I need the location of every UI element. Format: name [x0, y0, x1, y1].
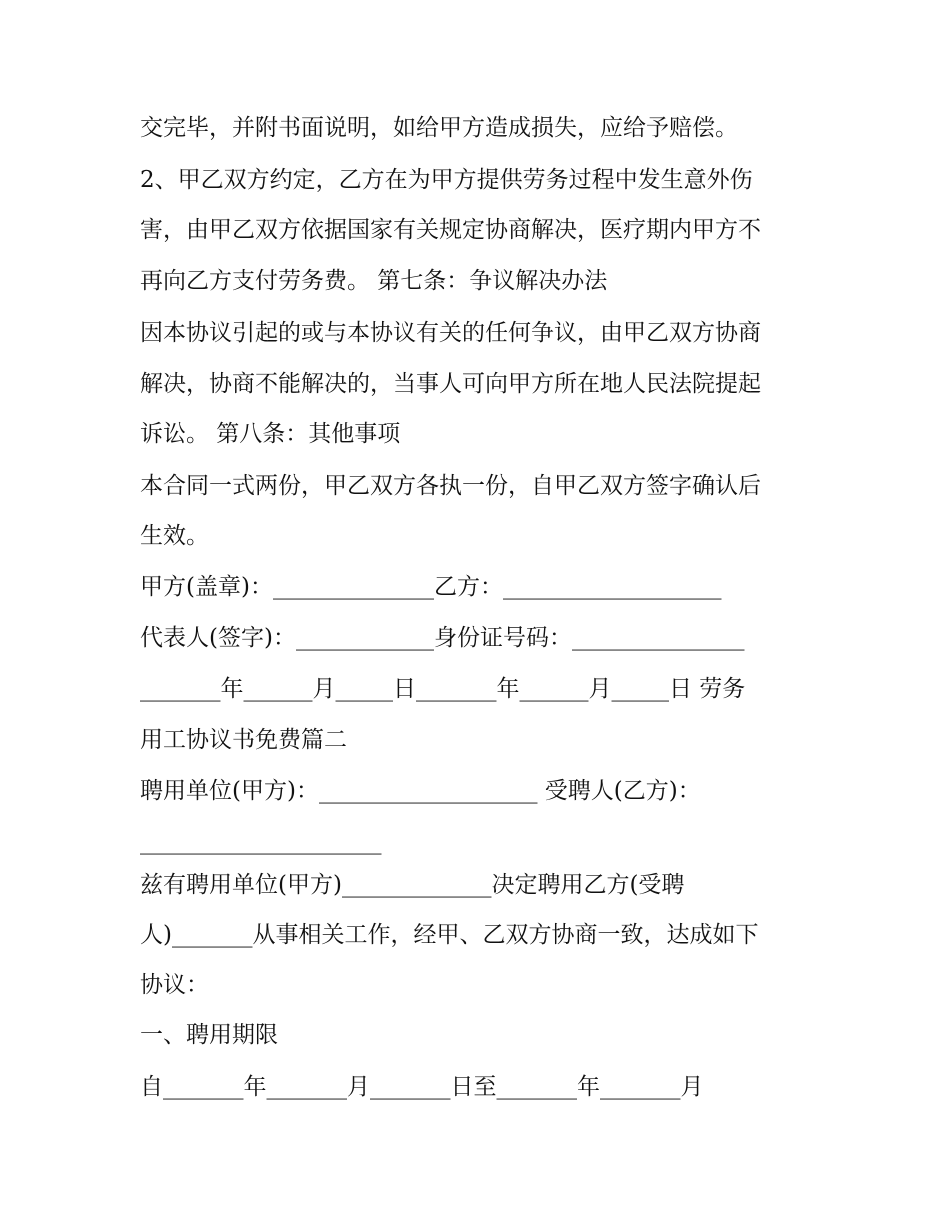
- text-line: 兹有聘用单位(甲方)_____________决定聘用乙方(受聘: [140, 872, 685, 898]
- text-line: 因本协议引起的或与本协议有关的任何争议，由甲乙双方协商: [140, 320, 761, 346]
- employee-blank-line: _____________________: [140, 829, 382, 855]
- text-line: 再向乙方支付劳务费。 第七条：争议解决办法: [140, 268, 608, 294]
- text-line: 生效。: [140, 523, 209, 549]
- signature-line-party-a-b: 甲方(盖章)：______________乙方：___________________: [140, 574, 722, 600]
- text-line: 人)_______从事相关工作，经甲、乙双方协商一致，达成如下: [140, 922, 759, 948]
- text-line: 诉讼。 第八条：其他事项: [140, 421, 401, 447]
- text-line: 交完毕，并附书面说明，如给甲方造成损失，应给予赔偿。: [140, 115, 738, 141]
- section-title: 用工协议书免费篇二: [140, 727, 347, 753]
- text-line: 解决，协商不能解决的，当事人可向甲方所在地人民法院提起: [140, 371, 761, 397]
- employer-line: 聘用单位(甲方)：___________________ 受聘人(乙方)：: [140, 778, 701, 804]
- text-line: 2、甲乙双方约定，乙方在为甲方提供劳务过程中发生意外伤: [140, 167, 753, 193]
- text-line: 害，由甲乙双方依据国家有关规定协商解决，医疗期内甲方不: [140, 217, 761, 243]
- text-line: 协议：: [140, 972, 209, 998]
- term-line: 自_______年_______月_______日至_______年_______月: [140, 1074, 704, 1100]
- text-line: 本合同一式两份，甲乙双方各执一份，自甲乙双方签字确认后: [140, 473, 761, 499]
- section-heading: 一、聘用期限: [140, 1022, 278, 1048]
- date-line: _______年______月_____日_______年______月_____日 劳务: [140, 676, 746, 702]
- signature-line-representative: 代表人(签字)：____________身份证号码：_______________: [140, 625, 745, 651]
